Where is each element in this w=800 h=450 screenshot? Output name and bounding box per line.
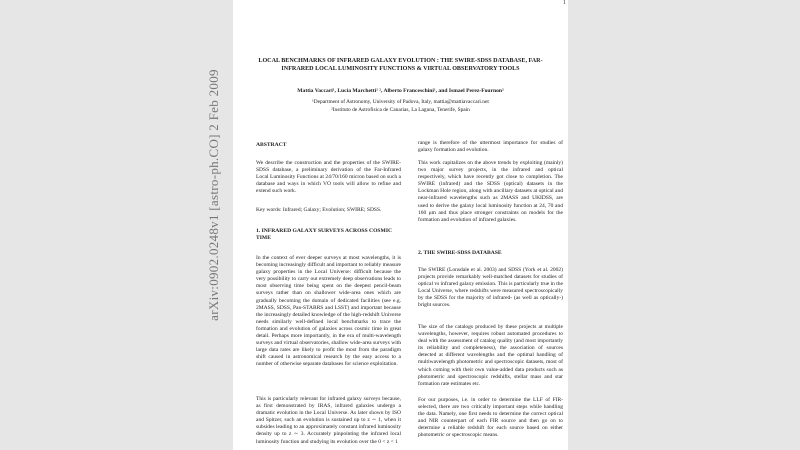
section-1-paragraph-1: In the context of ever deeper surveys at most wavelengths, it is becoming increasingly difficult and important to reliably measure galaxy properties in the Local Universe: difficult because the very possibility to carry out extremely deep observations leads to most observing time being spent on the deepest pencil-beam surveys rather than on shallower wide-area ones which are gradually becoming the domain of dedicated facilities (see e.g. 2MASS, SDSS, Pan-STARRS and LSST) and important because the increasingly detailed knowledge of the high-redshift Universe needs similarly well-defined local benchmarks to trace the formation and evolution of galaxies across cosmic time in great detail. Perhaps more importantly, in the era of multi-wavelength surveys and virtual observatories, shallow wide-area surveys with large data rates are likely to profit the most from the paradigm shift caused in astronomical research by the easy access to a number of otherwise separate databases for science exploitation. <box>256 255 401 368</box>
abstract-text: We describe the construction and the properties of the SWIRE-SDSS database, a preliminary derivation of the Far-Infrared Local Luminosity Functions at 24/70/160 micron based on such a database and ways in which VO tools will allow to refine and extend such work. <box>256 160 401 195</box>
page-number: 1 <box>563 0 566 6</box>
paper-title: LOCAL BENCHMARKS OF INFRARED GALAXY EVOLUTION : THE SWIRE-SDSS DATABASE, FAR-INFRARED LOCAL LUMINOSITY FUNCTIONS & VIRTUAL OBSERVATORY TOOLS <box>258 58 543 72</box>
abstract-heading: ABSTRACT <box>256 142 287 148</box>
section-2-paragraph-2: The size of the catalogs produced by these projects at multiple wavelengths, however, requires robust automated procedures to deal with the assessment of catalog quality (and most importantly its reliability and completeness), the association of sources detected at different wavelengths and the optimal handling of multiwavelength photometric and spectroscopic datasets, most of which coming with their own value-added data products such as photometric and spectroscopic redshifts, stellar mass and star formation rate estimates etc. <box>418 324 563 387</box>
arxiv-stamp <box>196 0 232 450</box>
keywords: Key words: Infrared; Galaxy; Evolution; SWIRE; SDSS. <box>256 207 382 213</box>
section-2-paragraph-3: For our purposes, i.e. in order to determine the LLF of FIR-selected, there are two critically important steps while handling the data. Namely, one first needs to determine the correct optical and NIR counterpart of each FIR source and then go on to determine a reliable redshift for each source based on either photometric or spectroscopic means. <box>418 397 563 439</box>
intro-paragraph: This work capitalizes on the above trends by exploiting (mainly) two major survey projects, in the infrared and optical respectively, which have recently got close to completion. The SWIRE (infrared) and the SDSS (optical) datasets in the Lockman Hole region, along with ancillary datasets at optical and near-infrared wavelengths such as 2MASS and UKIDSS, are used to derive the galaxy local luminosity function at 24, 70 and 160 μm and thus place stronger constraints on models for the formation and evolution of infrared galaxies. <box>418 160 563 223</box>
affiliation-2: ²Instituto de Astrofisica de Canarias, La Laguna, Tenerife, Spain <box>331 107 470 113</box>
section-1-heading: 1. INFRARED GALAXY SURVEYS ACROSS COSMIC TIME <box>256 228 393 241</box>
intro-continuation: range is therefore of the uttermost importance for studies of galaxy formation and evolution. <box>418 140 563 154</box>
section-1-paragraph-2: This is particularly relevant for infrared galaxy surveys because, as first demonstrated by IRAS, infrared galaxies undergo a dramatic evolution in the Local Universe. As later shown by ISO and Spitzer, such an evolution is sustained up to z ∼ 1, when it subsides leading to an approximately constant infrared luminosity density up to z ∼ 3. Accurately pinpointing the infrared local luminosity function and studying its evolution over the 0 < z < 1 <box>256 396 401 445</box>
section-2-paragraph-1: The SWIRE (Lonsdale et al. 2003) and SDSS (York et al. 2002) projects provide remarkably well-matched datasets for studies of optical vs infrared galaxy emission. This is particularly true in the Local Universe, where redshifts were measured spectroscopically by the SDSS for the majority of infrared- (as well as optically-) bright sources. <box>418 267 563 309</box>
paper-page <box>233 0 568 450</box>
arxiv-stamp-text: arXiv:0902.0248v1 [astro-ph.CO] 2 Feb 2009 <box>206 69 221 321</box>
affiliation-1: ¹Department of Astronomy, University of Padova, Italy, mattia@mattiavaccari.net <box>312 99 489 105</box>
section-2-heading: 2. THE SWIRE-SDSS DATABASE <box>418 250 502 256</box>
author-list: Mattia Vaccari¹, Lucia Marchetti¹ ², Alberto Franceschini¹, and Ismael Perez-Fournon² <box>297 88 504 94</box>
affiliations <box>233 98 568 114</box>
